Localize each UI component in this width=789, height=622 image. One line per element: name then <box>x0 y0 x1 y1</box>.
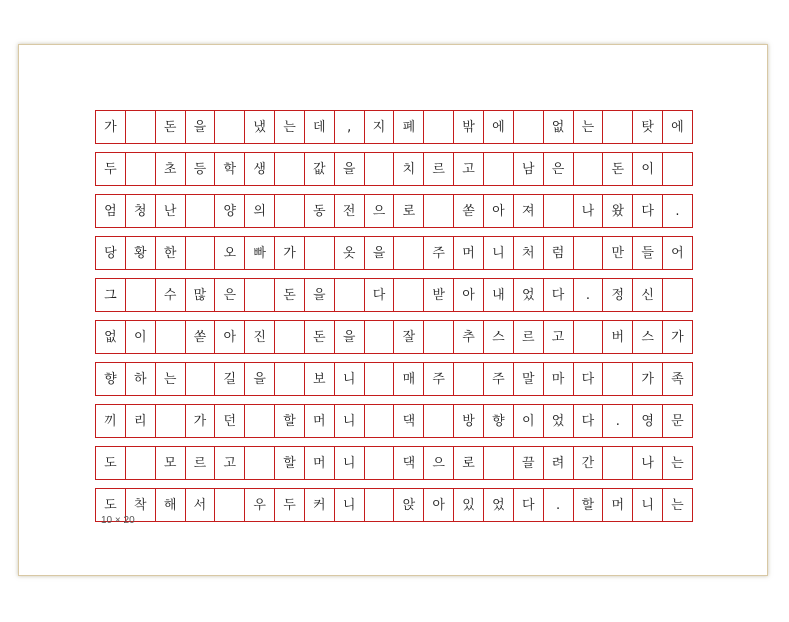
grid-cell: 은 <box>544 153 574 185</box>
grid-cell: 돈 <box>305 321 335 353</box>
grid-cell: 아 <box>215 321 245 353</box>
grid-cell <box>305 237 335 269</box>
grid-cell: 는 <box>663 447 693 479</box>
grid-cell: 데 <box>305 111 335 143</box>
grid-cell: 에 <box>484 111 514 143</box>
grid-cell: 려 <box>544 447 574 479</box>
grid-cell: 었 <box>484 489 514 521</box>
grid-cell: 마 <box>544 363 574 395</box>
grid-cell: 이 <box>633 153 663 185</box>
grid-cell: 등 <box>186 153 216 185</box>
grid-cell: . <box>574 279 604 311</box>
grid-cell <box>365 321 395 353</box>
grid-cell <box>394 279 424 311</box>
grid-cell: 학 <box>215 153 245 185</box>
grid-cell: 니 <box>335 489 365 521</box>
grid-cell: 니 <box>633 489 663 521</box>
manuscript-grid <box>95 110 693 530</box>
grid-cell: 이 <box>514 405 544 437</box>
grid-cell: 받 <box>424 279 454 311</box>
grid-cell: 머 <box>305 405 335 437</box>
grid-cell: . <box>663 195 693 227</box>
grid-cell <box>424 111 454 143</box>
grid-cell: 고 <box>454 153 484 185</box>
grid-cell: 로 <box>394 195 424 227</box>
grid-cell: 당 <box>96 237 126 269</box>
manuscript-paper <box>18 44 768 576</box>
grid-cell: 향 <box>96 363 126 395</box>
grid-cell <box>275 195 305 227</box>
grid-cell <box>245 405 275 437</box>
grid-cell <box>603 363 633 395</box>
grid-row <box>95 362 693 396</box>
grid-cell: 매 <box>394 363 424 395</box>
grid-cell: 도 <box>96 489 126 521</box>
grid-cell: 그 <box>96 279 126 311</box>
grid-cell: 처 <box>514 237 544 269</box>
grid-cell: 주 <box>424 363 454 395</box>
grid-cell: 왔 <box>603 195 633 227</box>
grid-cell <box>186 237 216 269</box>
grid-cell: 돈 <box>156 111 186 143</box>
grid-cell: 간 <box>574 447 604 479</box>
grid-cell: 을 <box>305 279 335 311</box>
grid-cell <box>424 195 454 227</box>
grid-cell: 엄 <box>96 195 126 227</box>
grid-cell: 추 <box>454 321 484 353</box>
grid-cell: 은 <box>215 279 245 311</box>
grid-cell: 고 <box>544 321 574 353</box>
grid-cell: 폐 <box>394 111 424 143</box>
grid-cell <box>215 489 245 521</box>
grid-cell: 영 <box>633 405 663 437</box>
grid-cell <box>126 153 156 185</box>
grid-cell: 나 <box>633 447 663 479</box>
grid-cell: 없 <box>544 111 574 143</box>
grid-cell <box>365 153 395 185</box>
grid-cell: 값 <box>305 153 335 185</box>
grid-cell: 착 <box>126 489 156 521</box>
grid-cell: 니 <box>335 447 365 479</box>
grid-cell: 앉 <box>394 489 424 521</box>
grid-cell: 니 <box>335 363 365 395</box>
grid-cell: 해 <box>156 489 186 521</box>
grid-cell: 럼 <box>544 237 574 269</box>
grid-cell: 방 <box>454 405 484 437</box>
grid-cell: 동 <box>305 195 335 227</box>
grid-cell: 아 <box>424 489 454 521</box>
grid-cell: 댁 <box>394 447 424 479</box>
grid-cell <box>186 363 216 395</box>
grid-cell <box>156 321 186 353</box>
grid-cell: 다 <box>544 279 574 311</box>
grid-cell: 니 <box>335 405 365 437</box>
grid-cell <box>215 111 245 143</box>
grid-cell: 난 <box>156 195 186 227</box>
grid-cell <box>603 447 633 479</box>
grid-row <box>95 152 693 186</box>
grid-row <box>95 110 693 144</box>
grid-cell: 남 <box>514 153 544 185</box>
grid-cell: 는 <box>574 111 604 143</box>
grid-row <box>95 404 693 438</box>
grid-cell <box>365 363 395 395</box>
grid-cell: 스 <box>633 321 663 353</box>
grid-cell <box>275 321 305 353</box>
grid-cell: 머 <box>603 489 633 521</box>
grid-cell <box>574 237 604 269</box>
grid-cell: 쏟 <box>454 195 484 227</box>
grid-cell: 니 <box>484 237 514 269</box>
grid-cell: 도 <box>96 447 126 479</box>
grid-cell: 만 <box>603 237 633 269</box>
grid-cell: 을 <box>335 321 365 353</box>
grid-cell: 있 <box>454 489 484 521</box>
grid-cell: 르 <box>424 153 454 185</box>
grid-cell: 탓 <box>633 111 663 143</box>
grid-cell <box>275 153 305 185</box>
grid-cell: 이 <box>126 321 156 353</box>
grid-cell: 길 <box>215 363 245 395</box>
grid-cell: 치 <box>394 153 424 185</box>
grid-cell: 쏟 <box>186 321 216 353</box>
grid-cell: 문 <box>663 405 693 437</box>
grid-cell <box>186 195 216 227</box>
grid-cell: 머 <box>305 447 335 479</box>
grid-cell: 생 <box>245 153 275 185</box>
grid-cell: 끌 <box>514 447 544 479</box>
grid-cell: 신 <box>633 279 663 311</box>
grid-cell: 다 <box>514 489 544 521</box>
grid-cell: 말 <box>514 363 544 395</box>
grid-cell <box>574 321 604 353</box>
grid-cell: 아 <box>484 195 514 227</box>
grid-cell: . <box>603 405 633 437</box>
grid-cell: 었 <box>514 279 544 311</box>
grid-cell <box>365 447 395 479</box>
grid-cell: 가 <box>186 405 216 437</box>
grid-cell: 으 <box>365 195 395 227</box>
grid-cell: 수 <box>156 279 186 311</box>
grid-cell <box>574 153 604 185</box>
grid-cell <box>245 447 275 479</box>
grid-cell: 하 <box>126 363 156 395</box>
grid-cell: 서 <box>186 489 216 521</box>
grid-cell <box>156 405 186 437</box>
grid-cell: 들 <box>633 237 663 269</box>
grid-cell: 으 <box>424 447 454 479</box>
grid-cell: 황 <box>126 237 156 269</box>
grid-cell: 돈 <box>275 279 305 311</box>
grid-cell <box>245 279 275 311</box>
grid-cell: 는 <box>275 111 305 143</box>
grid-row <box>95 278 693 312</box>
grid-cell: 던 <box>215 405 245 437</box>
grid-cell: 을 <box>335 153 365 185</box>
grid-cell <box>126 447 156 479</box>
grid-cell: 버 <box>603 321 633 353</box>
grid-cell: 는 <box>156 363 186 395</box>
grid-cell <box>663 279 693 311</box>
grid-cell: 주 <box>424 237 454 269</box>
grid-cell: 가 <box>663 321 693 353</box>
grid-cell: 오 <box>215 237 245 269</box>
grid-cell: 두 <box>96 153 126 185</box>
grid-cell: 스 <box>484 321 514 353</box>
grid-cell: 었 <box>544 405 574 437</box>
grid-row <box>95 446 693 480</box>
grid-cell: 다 <box>633 195 663 227</box>
grid-cell: 로 <box>454 447 484 479</box>
grid-cell <box>484 447 514 479</box>
grid-cell: 밖 <box>454 111 484 143</box>
grid-cell: 모 <box>156 447 186 479</box>
grid-cell: 전 <box>335 195 365 227</box>
grid-cell: 청 <box>126 195 156 227</box>
grid-cell: 초 <box>156 153 186 185</box>
grid-cell: 져 <box>514 195 544 227</box>
grid-cell <box>394 237 424 269</box>
grid-cell: 머 <box>454 237 484 269</box>
grid-cell <box>275 363 305 395</box>
grid-cell <box>484 153 514 185</box>
grid-cell: 족 <box>663 363 693 395</box>
grid-row <box>95 194 693 228</box>
grid-cell: 내 <box>484 279 514 311</box>
grid-cell: 르 <box>186 447 216 479</box>
grid-cell: 할 <box>275 405 305 437</box>
grid-cell: 르 <box>514 321 544 353</box>
grid-cell: 리 <box>126 405 156 437</box>
grid-cell: 나 <box>574 195 604 227</box>
grid-cell: 우 <box>245 489 275 521</box>
grid-cell: 진 <box>245 321 275 353</box>
grid-cell: 끼 <box>96 405 126 437</box>
grid-cell: 빠 <box>245 237 275 269</box>
grid-size-caption: 10 × 20 <box>101 515 135 526</box>
grid-row <box>95 236 693 270</box>
grid-cell: , <box>335 111 365 143</box>
grid-cell <box>663 153 693 185</box>
grid-cell: 어 <box>663 237 693 269</box>
grid-cell: . <box>544 489 574 521</box>
grid-cell: 두 <box>275 489 305 521</box>
grid-cell: 한 <box>156 237 186 269</box>
grid-cell <box>603 111 633 143</box>
grid-cell: 많 <box>186 279 216 311</box>
grid-cell: 할 <box>574 489 604 521</box>
grid-cell <box>514 111 544 143</box>
grid-cell: 정 <box>603 279 633 311</box>
grid-cell: 는 <box>663 489 693 521</box>
grid-cell: 커 <box>305 489 335 521</box>
grid-cell: 양 <box>215 195 245 227</box>
grid-cell: 향 <box>484 405 514 437</box>
grid-cell <box>544 195 574 227</box>
grid-cell: 에 <box>663 111 693 143</box>
grid-cell: 을 <box>245 363 275 395</box>
grid-cell: 돈 <box>603 153 633 185</box>
grid-cell: 없 <box>96 321 126 353</box>
grid-cell: 할 <box>275 447 305 479</box>
grid-cell: 지 <box>365 111 395 143</box>
grid-cell <box>126 111 156 143</box>
grid-cell: 가 <box>633 363 663 395</box>
grid-cell: 냈 <box>245 111 275 143</box>
grid-cell: 잘 <box>394 321 424 353</box>
grid-cell: 가 <box>275 237 305 269</box>
grid-cell <box>335 279 365 311</box>
grid-cell <box>126 279 156 311</box>
grid-cell: 주 <box>484 363 514 395</box>
grid-cell: 다 <box>365 279 395 311</box>
grid-row <box>95 488 693 522</box>
grid-row <box>95 320 693 354</box>
grid-cell: 고 <box>215 447 245 479</box>
grid-cell: 가 <box>96 111 126 143</box>
grid-cell: 의 <box>245 195 275 227</box>
grid-cell: 보 <box>305 363 335 395</box>
grid-cell: 을 <box>365 237 395 269</box>
grid-cell: 다 <box>574 405 604 437</box>
grid-cell: 다 <box>574 363 604 395</box>
grid-cell <box>365 489 395 521</box>
grid-cell <box>424 405 454 437</box>
grid-cell <box>365 405 395 437</box>
grid-cell: 옷 <box>335 237 365 269</box>
grid-cell: 을 <box>186 111 216 143</box>
grid-cell: 아 <box>454 279 484 311</box>
grid-cell <box>454 363 484 395</box>
grid-cell <box>424 321 454 353</box>
grid-cell: 댁 <box>394 405 424 437</box>
